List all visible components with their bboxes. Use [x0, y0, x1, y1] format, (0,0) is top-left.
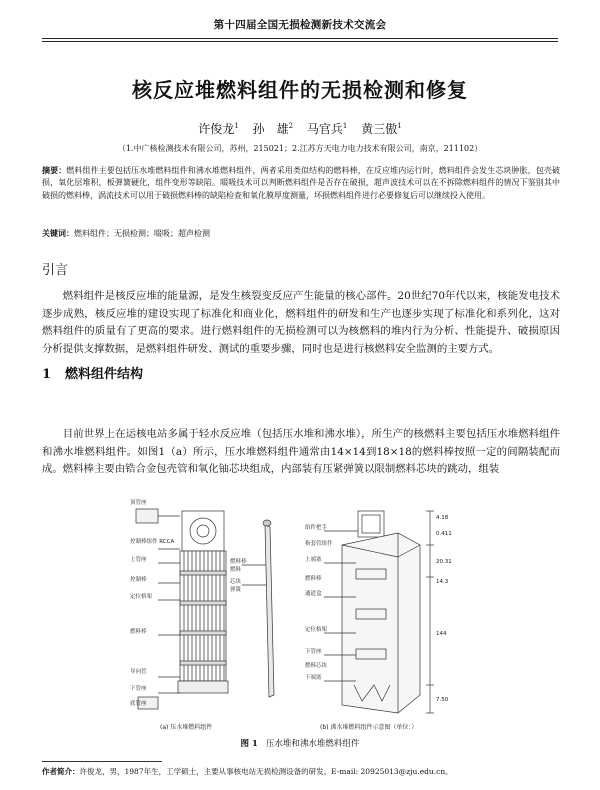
top-nozzle	[182, 511, 224, 551]
keywords	[42, 228, 560, 239]
header-rule-bottom	[42, 41, 558, 42]
abstract-text: 燃料组件主要包括压水堆燃料组件和沸水堆燃料组件，两者采用类似结构的燃料棒，在反应堆内运行时，燃料组件会发生芯块肿胀，包壳破损，氧化层堆积，板弹簧硬化，组件变形等缺陷。啜吸技术可以判断燃料组件是否存在破损，超声波技术可以在不拆除燃料组件的情况下鉴别其中破损的燃料棒，涡流技术可以用于破损燃料棒的缺陷检查和氧化膜厚度测量，坏损燃料组件进行必要修复后可以继续投入使用。	[42, 166, 561, 200]
author-mark: 2	[288, 122, 294, 130]
footnote-label: 作者简介：	[42, 767, 80, 776]
pwr-mid-label: 燃料	[230, 567, 242, 573]
figure-1-drawing	[130, 500, 470, 733]
pwr-label: 下管座	[130, 686, 147, 692]
author-name: 黄三傲	[361, 122, 398, 136]
bwr-label: 定位格架	[305, 627, 328, 633]
pwr-label: 定位格架	[130, 594, 153, 600]
author-name: 马官兵	[306, 122, 343, 136]
footnote-text: 许俊龙，男，1987年生，工学硕士，主要从事核电站无损检测设备的研发。E-mail: 20925013@zju.edu.cn。	[79, 767, 453, 776]
figure-label: 图 1	[240, 739, 258, 749]
abstract-label: 摘要：	[42, 165, 67, 175]
bwr-dimension: 7.50	[436, 697, 449, 703]
bwr-label: 指套管组件	[305, 541, 333, 547]
subcaption-a: (a) 压水堆燃料组件	[160, 724, 213, 731]
bwr-label: 燃料芯块	[305, 663, 328, 669]
bwr-dimension: 14.3	[436, 579, 449, 585]
section-title: 燃料组件结构	[65, 367, 144, 382]
pwr-label: 导向管	[130, 669, 147, 675]
subcaption-b: (b) 沸水堆燃料组件示意图（单位：）	[320, 724, 418, 731]
intro-heading: 引言	[42, 263, 69, 278]
pwr-label: 控制棒	[130, 577, 147, 583]
author-mark: 1	[342, 122, 348, 130]
section-number: 1	[42, 367, 52, 382]
affiliation: （1.中广核检测技术有限公司，苏州，215021；2.江苏方天电力电力技术有限公司，南京，211102）	[117, 144, 483, 153]
intro-paragraph: 燃料组件是核反应堆的能量源，是发生核裂变反应产生能量的核心部件。20世纪70年代以来，核能发电技术逐步成熟，核反应堆的建设实现了标准化和商业化，燃料组件的研发和生产也逐步实现了标准化和系列化，这对燃料组件的质量有了更高的要求。进行燃料组件的无损检测可以为核燃料的堆内行为分析、性能提升、破损原因分析提供支撑数据，是燃料组件研发、测试的重要步骤，同时也是进行核燃料安全监测的主要方式。	[42, 290, 560, 355]
pwr-mid-label: 芯块	[230, 579, 242, 585]
header-rule-top	[42, 38, 558, 39]
author-list	[0, 120, 600, 137]
bwr-label: 燃料棒	[305, 576, 322, 582]
keywords-text: 燃料组件；无损检测；啜吸；超声检测	[74, 229, 210, 238]
pwr-mid-label: 弹簧	[230, 587, 242, 593]
section-1-paragraph: 目前世界上在运核电站多属于轻水反应堆（包括压水堆和沸水堆），所生产的核燃料主要包括压水堆燃料组件和沸水堆燃料组件。如图1（a）所示，压水堆燃料组件通常由14×14到18×18的燃料棒按照一定的间隔装配而成。燃料棒主要由锆合金包壳管和氧化铀芯块组成，内部装有压紧弹簧以限制燃料芯块的跳动，组装	[42, 428, 560, 475]
bwr-label: 上端塞	[305, 557, 322, 563]
bwr-label: 下端塞	[305, 675, 322, 681]
bwr-dimension: 20.31	[436, 559, 452, 565]
bwr-dimension: 0.411	[436, 531, 452, 537]
bwr-label: 通道盒	[305, 591, 322, 597]
bwr-channel-box	[342, 533, 420, 713]
figure-caption-text: 压水堆和沸水堆燃料组件	[265, 739, 360, 749]
bwr-dimension: 4.18	[436, 515, 449, 521]
footnote-rule	[42, 761, 162, 762]
author-name: 许俊龙	[198, 122, 235, 136]
author-name: 孙 雄	[252, 122, 289, 136]
paper-title: 核反应堆燃料组件的无损检测和修复	[132, 78, 468, 102]
pwr-label: 顶管座	[130, 500, 147, 506]
conference-header: 第十四届全国无损检测新技术交流会	[213, 19, 387, 31]
figure-caption	[0, 737, 600, 749]
author-footnote	[42, 766, 560, 777]
bottom-nozzle	[178, 681, 228, 693]
pwr-rod-bundle	[180, 551, 226, 681]
bwr-dimension: 144	[436, 631, 447, 637]
pwr-label: 底管座	[130, 701, 147, 707]
pwr-label: 燃料棒	[130, 629, 147, 635]
keywords-label: 关键词：	[42, 228, 74, 238]
top-nozzle-view	[136, 509, 158, 523]
abstract	[42, 164, 560, 202]
bwr-label: 组件把手	[305, 525, 328, 531]
author-mark: 1	[397, 122, 402, 130]
section-1-heading	[42, 363, 143, 382]
figure-1	[130, 500, 470, 737]
pwr-label: 控制棒组件 RCCA	[130, 539, 175, 545]
pwr-label: 上管座	[130, 557, 147, 563]
bwr-label: 下管座	[305, 649, 322, 655]
author-mark: 1	[234, 122, 239, 130]
fuel-rod-detail	[265, 525, 274, 697]
pwr-mid-label: 燃料棒	[230, 559, 247, 565]
